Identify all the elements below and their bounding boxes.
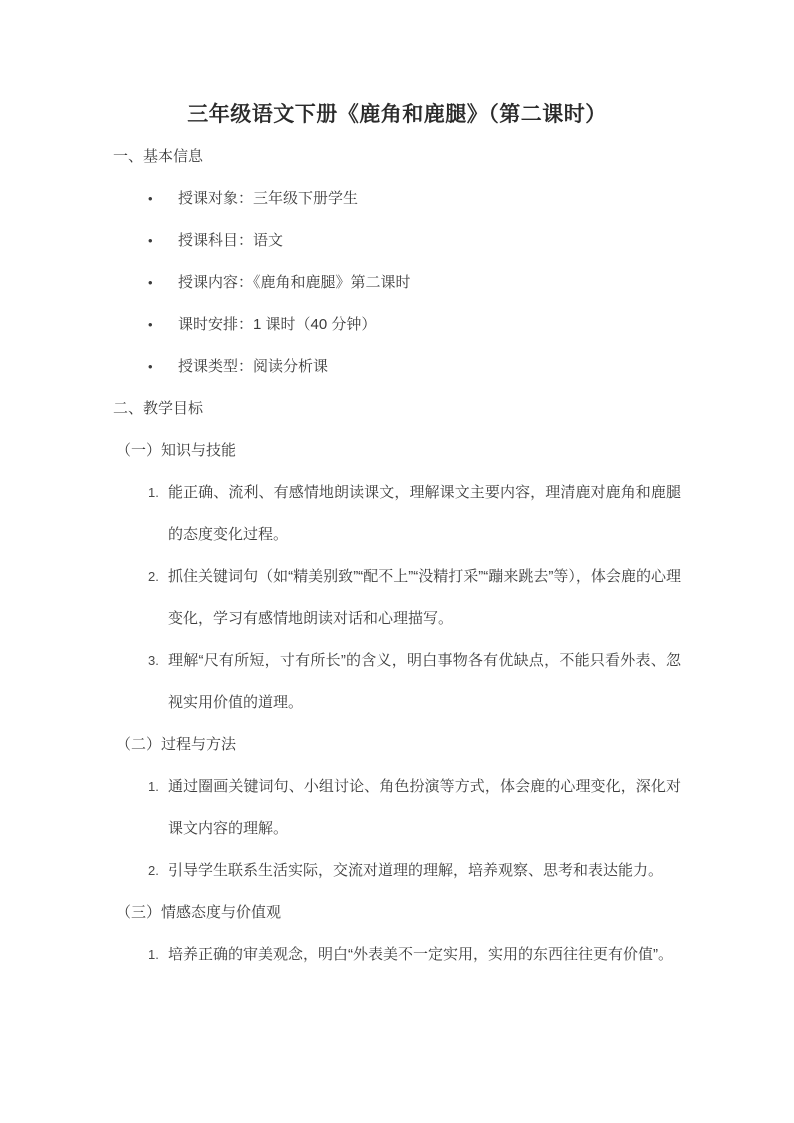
bullet-icon: • bbox=[148, 233, 153, 248]
list-item bbox=[113, 220, 681, 262]
process-methods-list bbox=[113, 766, 681, 892]
page-title: 三年级语文下册《鹿角和鹿腿》（第二课时） bbox=[187, 103, 607, 126]
section-heading-basic-info: 一、基本信息 bbox=[113, 148, 204, 165]
list-item bbox=[113, 346, 681, 388]
section-heading-objectives: 二、教学目标 bbox=[113, 400, 204, 417]
sub-heading-emotion-values: （三）情感态度与价值观 bbox=[116, 904, 282, 921]
item-number: 1. bbox=[148, 779, 159, 794]
knowledge-skills-list bbox=[113, 472, 681, 724]
list-item-text: 授课对象：三年级下册学生 bbox=[178, 190, 359, 207]
emotion-values-list bbox=[113, 934, 681, 976]
numbered-item-text: 抓住关键词句（如“精美别致”“配不上”“没精打采”“蹦来跳去”等），体会鹿的心理变化，学习有感情地朗读对话和心理描写。 bbox=[168, 568, 681, 627]
basic-info-list bbox=[113, 178, 681, 388]
bullet-icon: • bbox=[148, 317, 153, 332]
numbered-item-text: 能正确、流利、有感情地朗读课文，理解课文主要内容，理清鹿对鹿角和鹿腿的态度变化过程。 bbox=[168, 484, 681, 543]
numbered-item-text: 通过圈画关键词句、小组讨论、角色扮演等方式，体会鹿的心理变化，深化对课文内容的理解。 bbox=[168, 778, 681, 837]
list-item bbox=[113, 178, 681, 220]
numbered-item bbox=[113, 934, 681, 976]
sub-heading-process-methods: （二）过程与方法 bbox=[116, 736, 237, 753]
numbered-item-text: 理解“尺有所短，寸有所长”的含义，明白事物各有优缺点，不能只看外表、忽视实用价值的道理。 bbox=[168, 652, 681, 711]
numbered-item bbox=[113, 766, 681, 850]
item-number: 1. bbox=[148, 485, 159, 500]
bullet-icon: • bbox=[148, 275, 153, 290]
item-number: 1. bbox=[148, 947, 159, 962]
list-item bbox=[113, 262, 681, 304]
list-item bbox=[113, 304, 681, 346]
sub-heading-knowledge-skills: （一）知识与技能 bbox=[116, 442, 237, 459]
numbered-item-text: 引导学生联系生活实际，交流对道理的理解，培养观察、思考和表达能力。 bbox=[168, 862, 664, 879]
list-item-text: 授课内容：《鹿角和鹿腿》第二课时 bbox=[178, 274, 411, 291]
numbered-item-text: 培养正确的审美观念，明白“外表美不一定实用，实用的东西往往更有价值”。 bbox=[168, 946, 673, 963]
item-number: 2. bbox=[148, 863, 159, 878]
item-number: 2. bbox=[148, 569, 159, 584]
list-item-text: 授课类型：阅读分析课 bbox=[178, 358, 329, 375]
list-item-text: 授课科目：语文 bbox=[178, 232, 284, 249]
numbered-item bbox=[113, 640, 681, 724]
list-item-text: 课时安排：1 课时（40 分钟） bbox=[178, 316, 377, 333]
bullet-icon: • bbox=[148, 191, 153, 206]
item-number: 3. bbox=[148, 653, 159, 668]
numbered-item bbox=[113, 472, 681, 556]
numbered-item bbox=[113, 556, 681, 640]
bullet-icon: • bbox=[148, 359, 153, 374]
numbered-item bbox=[113, 850, 681, 892]
